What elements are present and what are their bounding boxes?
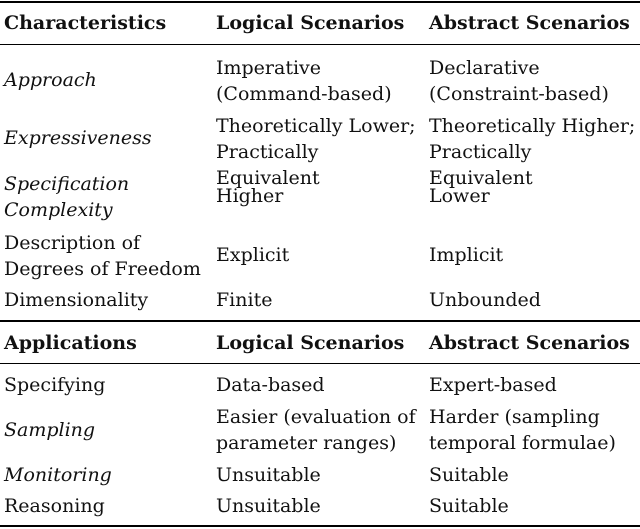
cell-abstract: Declarative (Constraint-based) — [429, 57, 609, 105]
header-logical-scenarios: Logical Scenarios — [216, 12, 405, 34]
cell-abstract: Unbounded — [429, 289, 541, 311]
mid-rule — [0, 320, 640, 322]
header-rule-1 — [0, 44, 640, 45]
cell-abstract: Theoretically Higher; Practically Equivalent — [429, 115, 636, 189]
cell-logical: Data-based — [216, 374, 325, 396]
header-rule-2 — [0, 363, 640, 364]
row-label-expressiveness: Expressiveness — [4, 127, 152, 149]
cell-abstract: Suitable — [429, 464, 509, 486]
cell-logical: Higher — [216, 185, 284, 207]
cell-abstract: Implicit — [429, 244, 504, 266]
cell-logical: Easier (evaluation of parameter ranges) — [216, 406, 416, 454]
top-rule — [0, 1, 640, 3]
cell-logical: Imperative (Command-based) — [216, 57, 392, 105]
cell-logical: Unsuitable — [216, 495, 321, 517]
header-abstract-scenarios: Abstract Scenarios — [429, 12, 630, 34]
cell-logical: Theoretically Lower; Practically Equivalent — [216, 115, 416, 189]
cell-abstract: Harder (sampling temporal formulae) — [429, 406, 616, 454]
row-label-sampling: Sampling — [4, 419, 96, 441]
row-label-specification-complexity: Specification Complexity — [4, 173, 130, 221]
row-label-monitoring: Monitoring — [4, 464, 112, 486]
header-abstract-scenarios: Abstract Scenarios — [429, 332, 630, 354]
header-applications: Applications — [4, 332, 137, 354]
cell-abstract: Lower — [429, 185, 490, 207]
cell-logical: Explicit — [216, 244, 290, 266]
cell-abstract: Suitable — [429, 495, 509, 517]
cell-logical: Unsuitable — [216, 464, 321, 486]
header-logical-scenarios: Logical Scenarios — [216, 332, 405, 354]
header-characteristics: Characteristics — [4, 12, 167, 34]
row-label-dimensionality: Dimensionality — [4, 289, 149, 311]
row-label-reasoning: Reasoning — [4, 495, 105, 517]
bottom-rule — [0, 525, 640, 527]
row-label-approach: Approach — [4, 69, 97, 91]
row-label-specifying: Specifying — [4, 374, 106, 396]
cell-logical: Finite — [216, 289, 273, 311]
row-label-degrees-of-freedom: Description of Degrees of Freedom — [4, 232, 201, 280]
cell-abstract: Expert-based — [429, 374, 557, 396]
